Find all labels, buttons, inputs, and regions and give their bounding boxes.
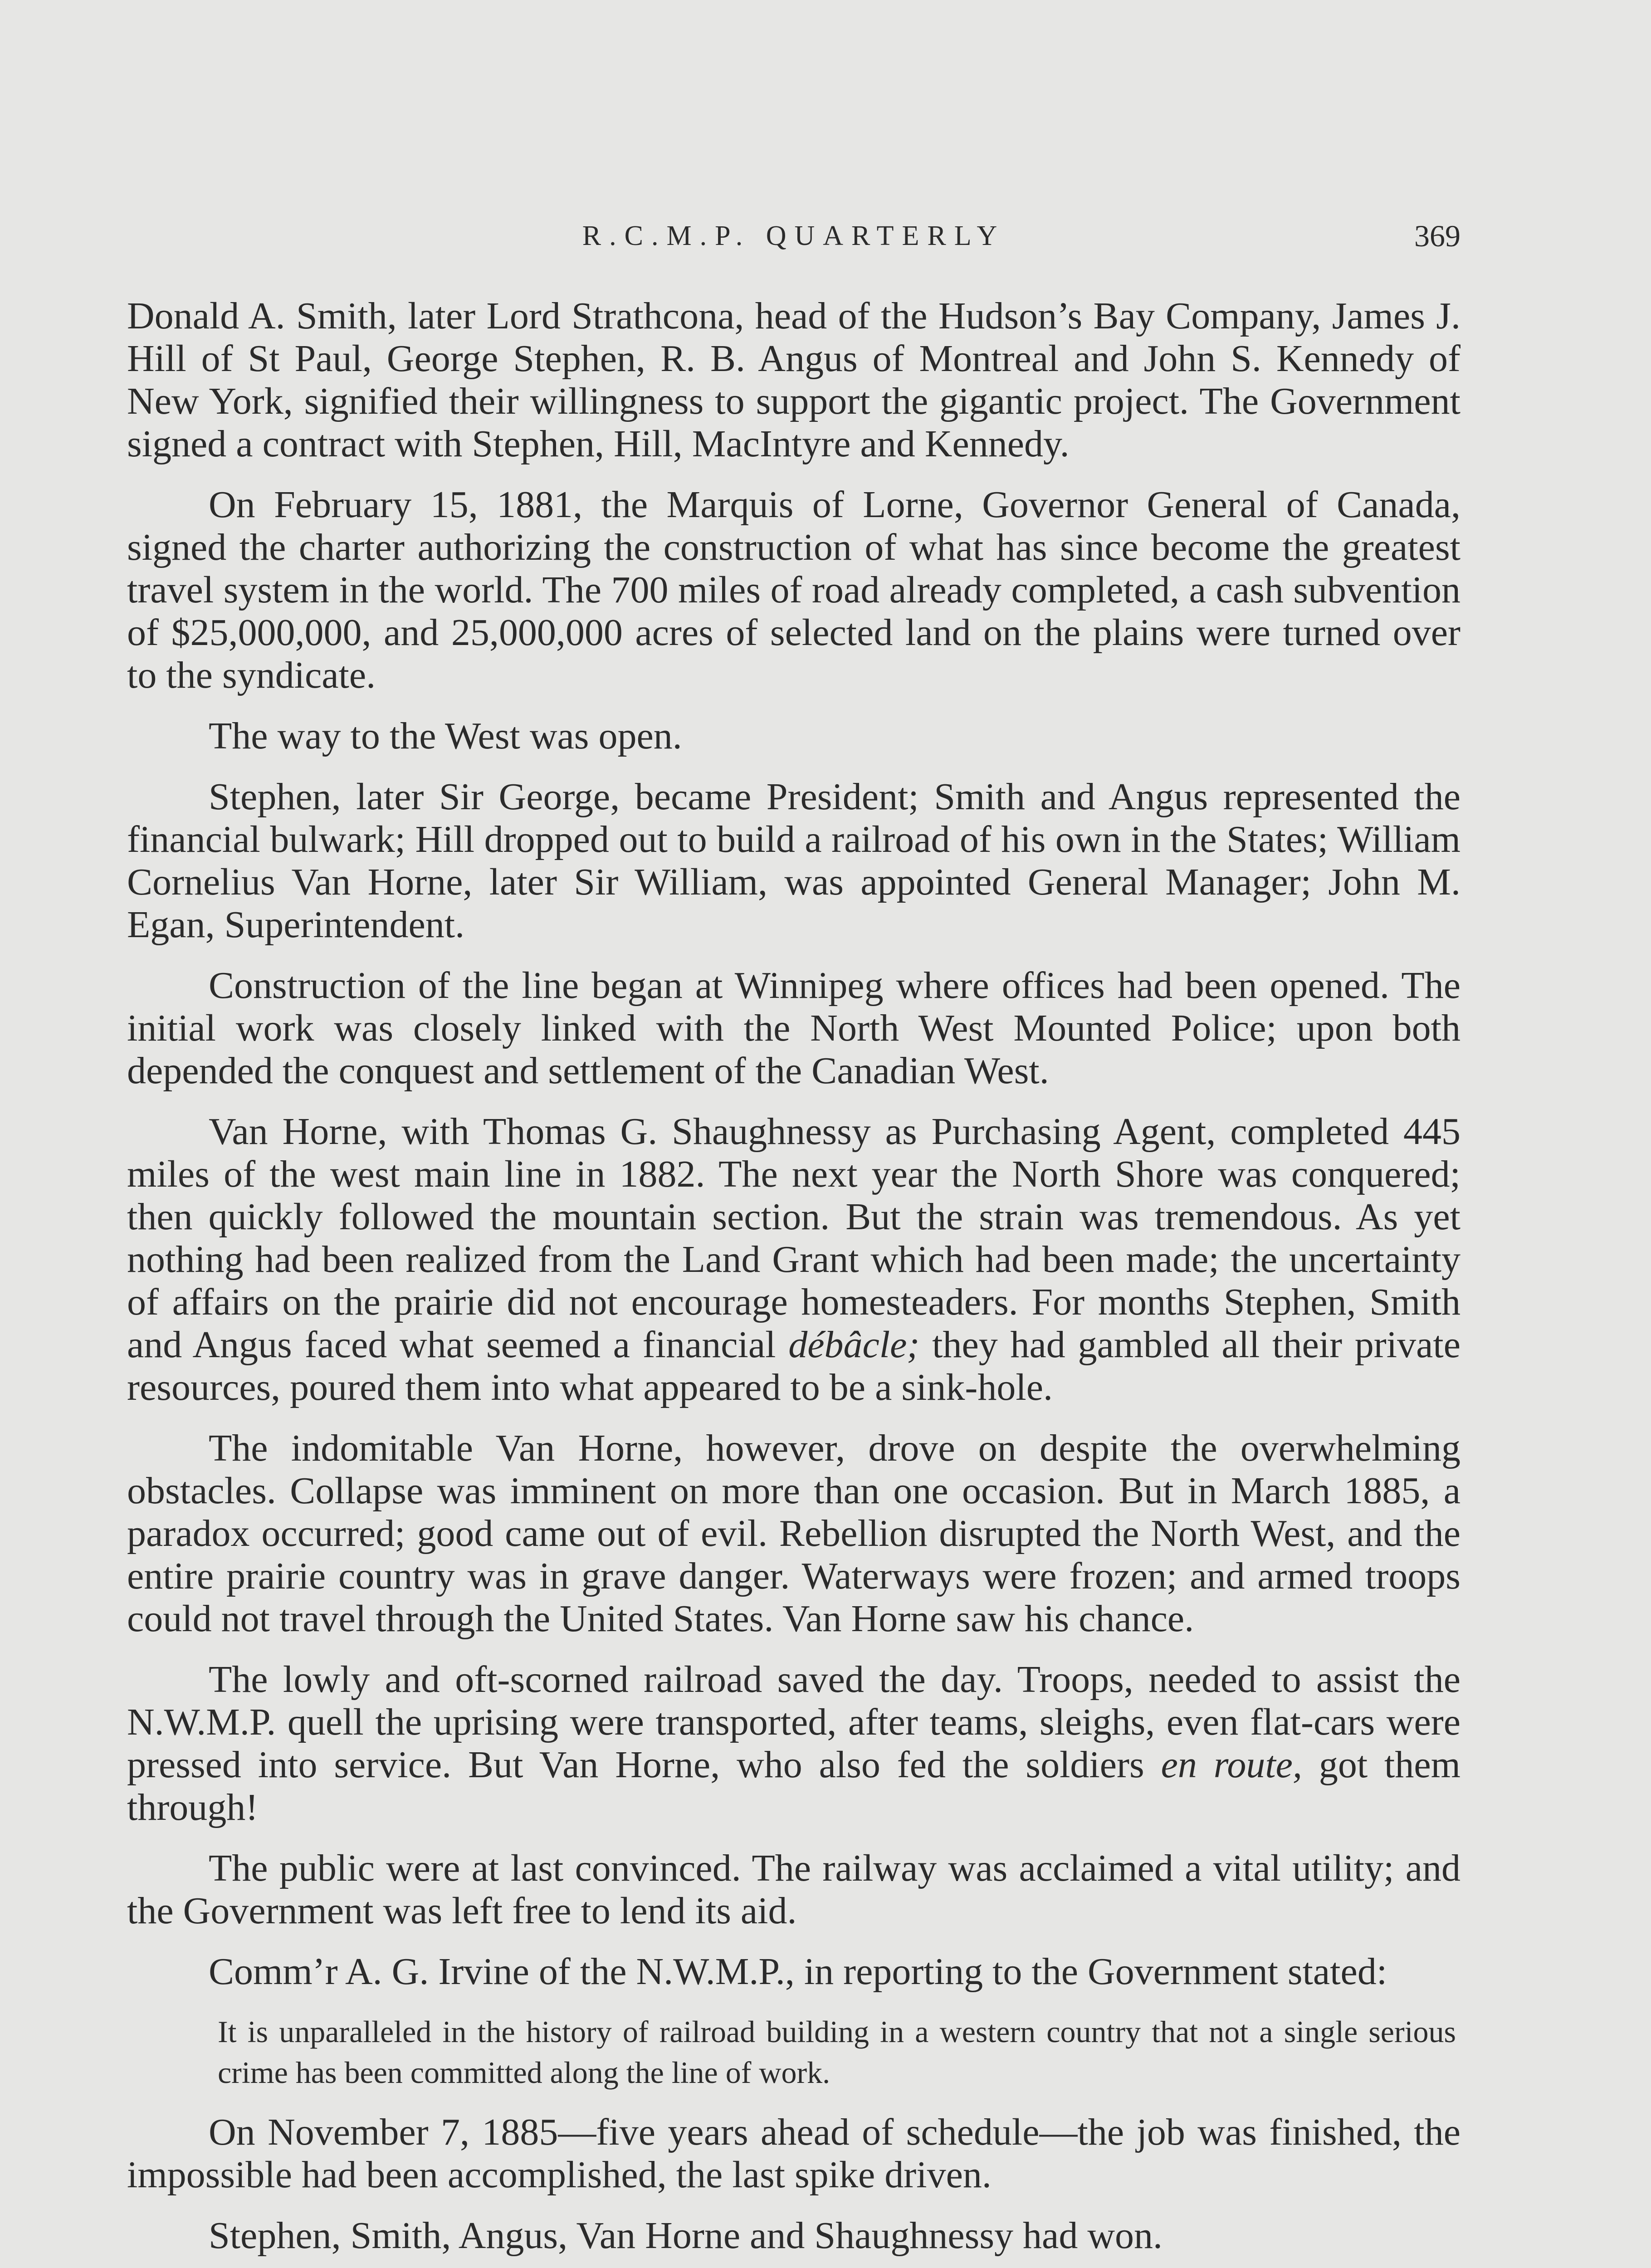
block-quote: It is unparalleled in the history of railroad building in a western country that not a single serious crime has been committed along the line of work. — [218, 2014, 1456, 2090]
paragraph-12: Stephen, Smith, Angus, Van Horne and Shaughnessy had won. — [209, 2214, 1163, 2257]
paragraph-8-end: got them through! — [127, 1744, 1461, 1828]
paragraph-6 — [127, 1110, 1460, 1409]
journal-title: R.C.M.P. QUARTERLY — [582, 220, 1006, 251]
paragraph-9: The public were at last convinced. The railway was acclaimed a vital utility; and the Government was left free to lend its aid. — [127, 1847, 1460, 1932]
page-number: 369 — [1414, 219, 1460, 253]
article-body — [127, 295, 1460, 2268]
running-head — [127, 215, 1460, 256]
paragraph-5: Construction of the line began at Winnipeg where offices had been opened. The initial work was closely linked with the North West Mounted Police; upon both depended the conquest and settlement of the Canadian West. — [127, 964, 1460, 1092]
paragraph-4: Stephen, later Sir George, became President; Smith and Angus represented the financial bulwark; Hill dropped out to build a railroad of his own in the States; William Cornelius Van Horne, later Sir William, was appointed General Manager; John M. Egan, Superintendent. — [127, 776, 1460, 946]
paragraph-6-end: they had gambled all their private resources, poured them into what appeared to be a sink-hole. — [127, 1324, 1460, 1408]
paragraph-8-italic: en route, — [1161, 1744, 1302, 1786]
paragraph-6-italic: débâcle; — [788, 1324, 920, 1366]
paragraph-8 — [127, 1658, 1460, 1829]
paragraph-3: The way to the West was open. — [209, 715, 682, 757]
paragraph-10: Comm’r A. G. Irvine of the N.W.M.P., in reporting to the Government stated: — [209, 1950, 1387, 1993]
paragraph-6-text: Van Horne, with Thomas G. Shaughnessy as Purchasing Agent, completed 445 miles of the west main line in 1882. The next year the North Shore was conquered; then quickly followed the mountain section. But the strain was tremendous. As yet nothing had been realized from the Land Grant which had been made; the uncertainty of affairs on the prairie did not encourage homesteaders. For months Stephen, Smith and Angus faced what seemed a financial — [127, 1110, 1460, 1366]
paragraph-8-text: The lowly and oft-scorned railroad saved the day. Troops, needed to assist the N.W.M.P. quell the uprising were transported, after teams, sleighs, even flat-cars were pressed into service. But Van Horne, who also fed the soldiers — [127, 1658, 1460, 1786]
paragraph-1: Donald A. Smith, later Lord Strathcona, head of the Hudson’s Bay Company, James J. Hill of St Paul, George Stephen, R. B. Angus of Montreal and John S. Kennedy of New York, signified their willingness to support the gigantic project. The Government signed a contract with Stephen, Hill, MacIntyre and Kennedy. — [127, 295, 1460, 465]
paragraph-2: On February 15, 1881, the Marquis of Lorne, Governor General of Canada, signed the charter authorizing the construction of what has since become the greatest travel system in the world. The 700 miles of road already completed, a cash subvention of $25,000,000, and 25,000,000 acres of selected land on the plains were turned over to the syndicate. — [127, 484, 1460, 696]
paragraph-7: The indomitable Van Horne, however, drove on despite the overwhelming obstacles. Collapse was imminent on more than one occasion. But in March 1885, a paradox occurred; good came out of evil. Rebellion disrupted the North West, and the entire prairie country was in grave danger. Waterways were frozen; and armed troops could not travel through the United States. Van Horne saw his chance. — [127, 1427, 1460, 1640]
paragraph-11: On November 7, 1885—five years ahead of schedule—the job was finished, the impossible had been accomplished, the last spike driven. — [127, 2111, 1460, 2196]
